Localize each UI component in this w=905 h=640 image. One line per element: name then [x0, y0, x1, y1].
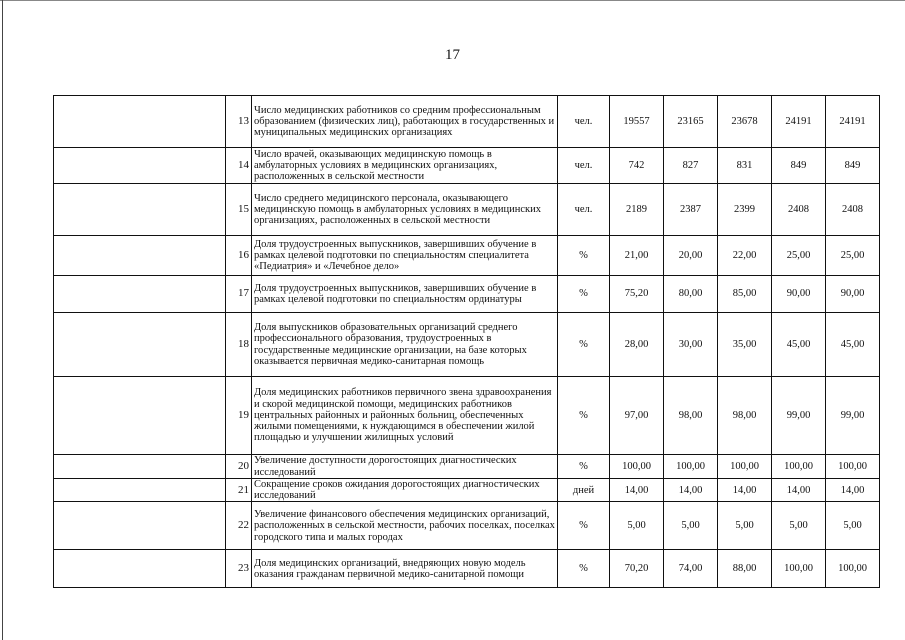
- blank-cell: [54, 455, 226, 479]
- blank-cell: [54, 276, 226, 313]
- value-cell: 25,00: [826, 236, 880, 276]
- row-number: 17: [226, 276, 252, 313]
- table-row: [54, 184, 880, 236]
- value-cell: 75,20: [610, 276, 664, 313]
- row-number: 20: [226, 455, 252, 479]
- indicator-name: Доля трудоустроенных выпускников, завершивших обучение в рамках целевой подготовки по специальностям специалитета «Педиатрия» и «Лечебное дело»: [252, 236, 558, 276]
- unit-cell: %: [558, 276, 610, 313]
- value-cell: 99,00: [826, 377, 880, 455]
- indicator-name: Доля медицинских работников первичного звена здравоохранения и скорой медицинской помощи, медицинских работников центральных районных и районных больниц, обеспеченных жилыми помещениями, к нуждающимся в обеспечении жилой площадью и улучшении жилищных условий: [252, 377, 558, 455]
- unit-cell: чел.: [558, 148, 610, 184]
- value-cell: 74,00: [664, 550, 718, 588]
- value-cell: 14,00: [826, 479, 880, 502]
- value-cell: 23678: [718, 96, 772, 148]
- value-cell: 100,00: [826, 550, 880, 588]
- value-cell: 90,00: [826, 276, 880, 313]
- blank-cell: [54, 148, 226, 184]
- page-number: 17: [445, 47, 460, 63]
- value-cell: 5,00: [772, 502, 826, 550]
- value-cell: 2408: [826, 184, 880, 236]
- blank-cell: [54, 502, 226, 550]
- value-cell: 21,00: [610, 236, 664, 276]
- value-cell: 19557: [610, 96, 664, 148]
- value-cell: 100,00: [664, 455, 718, 479]
- table-row: [54, 377, 880, 455]
- value-cell: 831: [718, 148, 772, 184]
- value-cell: 849: [772, 148, 826, 184]
- unit-cell: чел.: [558, 96, 610, 148]
- blank-cell: [54, 236, 226, 276]
- indicator-name: Число среднего медицинского персонала, оказывающего медицинскую помощь в амбулаторных условиях в медицинских организациях, расположенных в сельской местности: [252, 184, 558, 236]
- blank-cell: [54, 96, 226, 148]
- table-row: [54, 502, 880, 550]
- value-cell: 2387: [664, 184, 718, 236]
- value-cell: 24191: [826, 96, 880, 148]
- value-cell: 100,00: [718, 455, 772, 479]
- table-row: [54, 276, 880, 313]
- value-cell: 742: [610, 148, 664, 184]
- indicator-name: Доля выпускников образовательных организаций среднего профессионального образования, трудоустроенных в государственные медицинские организации, на базе которых оказывается первичная медико-санитарная помощь: [252, 313, 558, 377]
- value-cell: 28,00: [610, 313, 664, 377]
- value-cell: 85,00: [718, 276, 772, 313]
- value-cell: 22,00: [718, 236, 772, 276]
- unit-cell: %: [558, 550, 610, 588]
- blank-cell: [54, 550, 226, 588]
- blank-cell: [54, 479, 226, 502]
- row-number: 14: [226, 148, 252, 184]
- row-number: 23: [226, 550, 252, 588]
- value-cell: 5,00: [718, 502, 772, 550]
- row-number: 16: [226, 236, 252, 276]
- value-cell: 5,00: [664, 502, 718, 550]
- row-number: 15: [226, 184, 252, 236]
- unit-cell: дней: [558, 479, 610, 502]
- page-top-edge: [0, 0, 905, 1]
- unit-cell: %: [558, 455, 610, 479]
- value-cell: 2399: [718, 184, 772, 236]
- value-cell: 100,00: [826, 455, 880, 479]
- value-cell: 88,00: [718, 550, 772, 588]
- indicator-name: Доля медицинских организаций, внедряющих новую модель оказания гражданам первичной медико-санитарной помощи: [252, 550, 558, 588]
- unit-cell: %: [558, 502, 610, 550]
- value-cell: 100,00: [772, 455, 826, 479]
- value-cell: 45,00: [772, 313, 826, 377]
- indicator-name: Увеличение доступности дорогостоящих диагностических исследований: [252, 455, 558, 479]
- value-cell: 20,00: [664, 236, 718, 276]
- value-cell: 99,00: [772, 377, 826, 455]
- value-cell: 98,00: [664, 377, 718, 455]
- table-row: [54, 236, 880, 276]
- row-number: 18: [226, 313, 252, 377]
- blank-cell: [54, 313, 226, 377]
- unit-cell: %: [558, 236, 610, 276]
- value-cell: 100,00: [772, 550, 826, 588]
- unit-cell: чел.: [558, 184, 610, 236]
- value-cell: 14,00: [664, 479, 718, 502]
- value-cell: 5,00: [826, 502, 880, 550]
- blank-cell: [54, 377, 226, 455]
- value-cell: 14,00: [718, 479, 772, 502]
- table-row: [54, 313, 880, 377]
- value-cell: 45,00: [826, 313, 880, 377]
- table-row: [54, 479, 880, 502]
- indicator-name: Число медицинских работников со средним профессиональным образованием (физических лиц), работающих в государственных и муниципальных медицинских организациях: [252, 96, 558, 148]
- value-cell: 827: [664, 148, 718, 184]
- value-cell: 90,00: [772, 276, 826, 313]
- indicator-name: Число врачей, оказывающих медицинскую помощь в амбулаторных условиях в медицинских организациях, расположенных в сельской местности: [252, 148, 558, 184]
- row-number: 22: [226, 502, 252, 550]
- table-row: [54, 96, 880, 148]
- unit-cell: %: [558, 313, 610, 377]
- value-cell: 97,00: [610, 377, 664, 455]
- value-cell: 23165: [664, 96, 718, 148]
- value-cell: 5,00: [610, 502, 664, 550]
- row-number: 19: [226, 377, 252, 455]
- scan-left-edge: [2, 0, 3, 640]
- value-cell: 14,00: [772, 479, 826, 502]
- indicator-name: Сокращение сроков ожидания дорогостоящих диагностических исследований: [252, 479, 558, 502]
- value-cell: 70,20: [610, 550, 664, 588]
- table-row: [54, 148, 880, 184]
- value-cell: 98,00: [718, 377, 772, 455]
- value-cell: 24191: [772, 96, 826, 148]
- row-number: 21: [226, 479, 252, 502]
- row-number: 13: [226, 96, 252, 148]
- indicators-table: [53, 95, 880, 588]
- value-cell: 35,00: [718, 313, 772, 377]
- value-cell: 100,00: [610, 455, 664, 479]
- value-cell: 14,00: [610, 479, 664, 502]
- value-cell: 80,00: [664, 276, 718, 313]
- value-cell: 2189: [610, 184, 664, 236]
- value-cell: 30,00: [664, 313, 718, 377]
- value-cell: 25,00: [772, 236, 826, 276]
- value-cell: 849: [826, 148, 880, 184]
- value-cell: 2408: [772, 184, 826, 236]
- unit-cell: %: [558, 377, 610, 455]
- table-row: [54, 550, 880, 588]
- table-row: [54, 455, 880, 479]
- indicator-name: Доля трудоустроенных выпускников, завершивших обучение в рамках целевой подготовки по специальностям ординатуры: [252, 276, 558, 313]
- blank-cell: [54, 184, 226, 236]
- indicator-name: Увеличение финансового обеспечения медицинских организаций, расположенных в сельской местности, рабочих поселках, поселках городского типа и малых городах: [252, 502, 558, 550]
